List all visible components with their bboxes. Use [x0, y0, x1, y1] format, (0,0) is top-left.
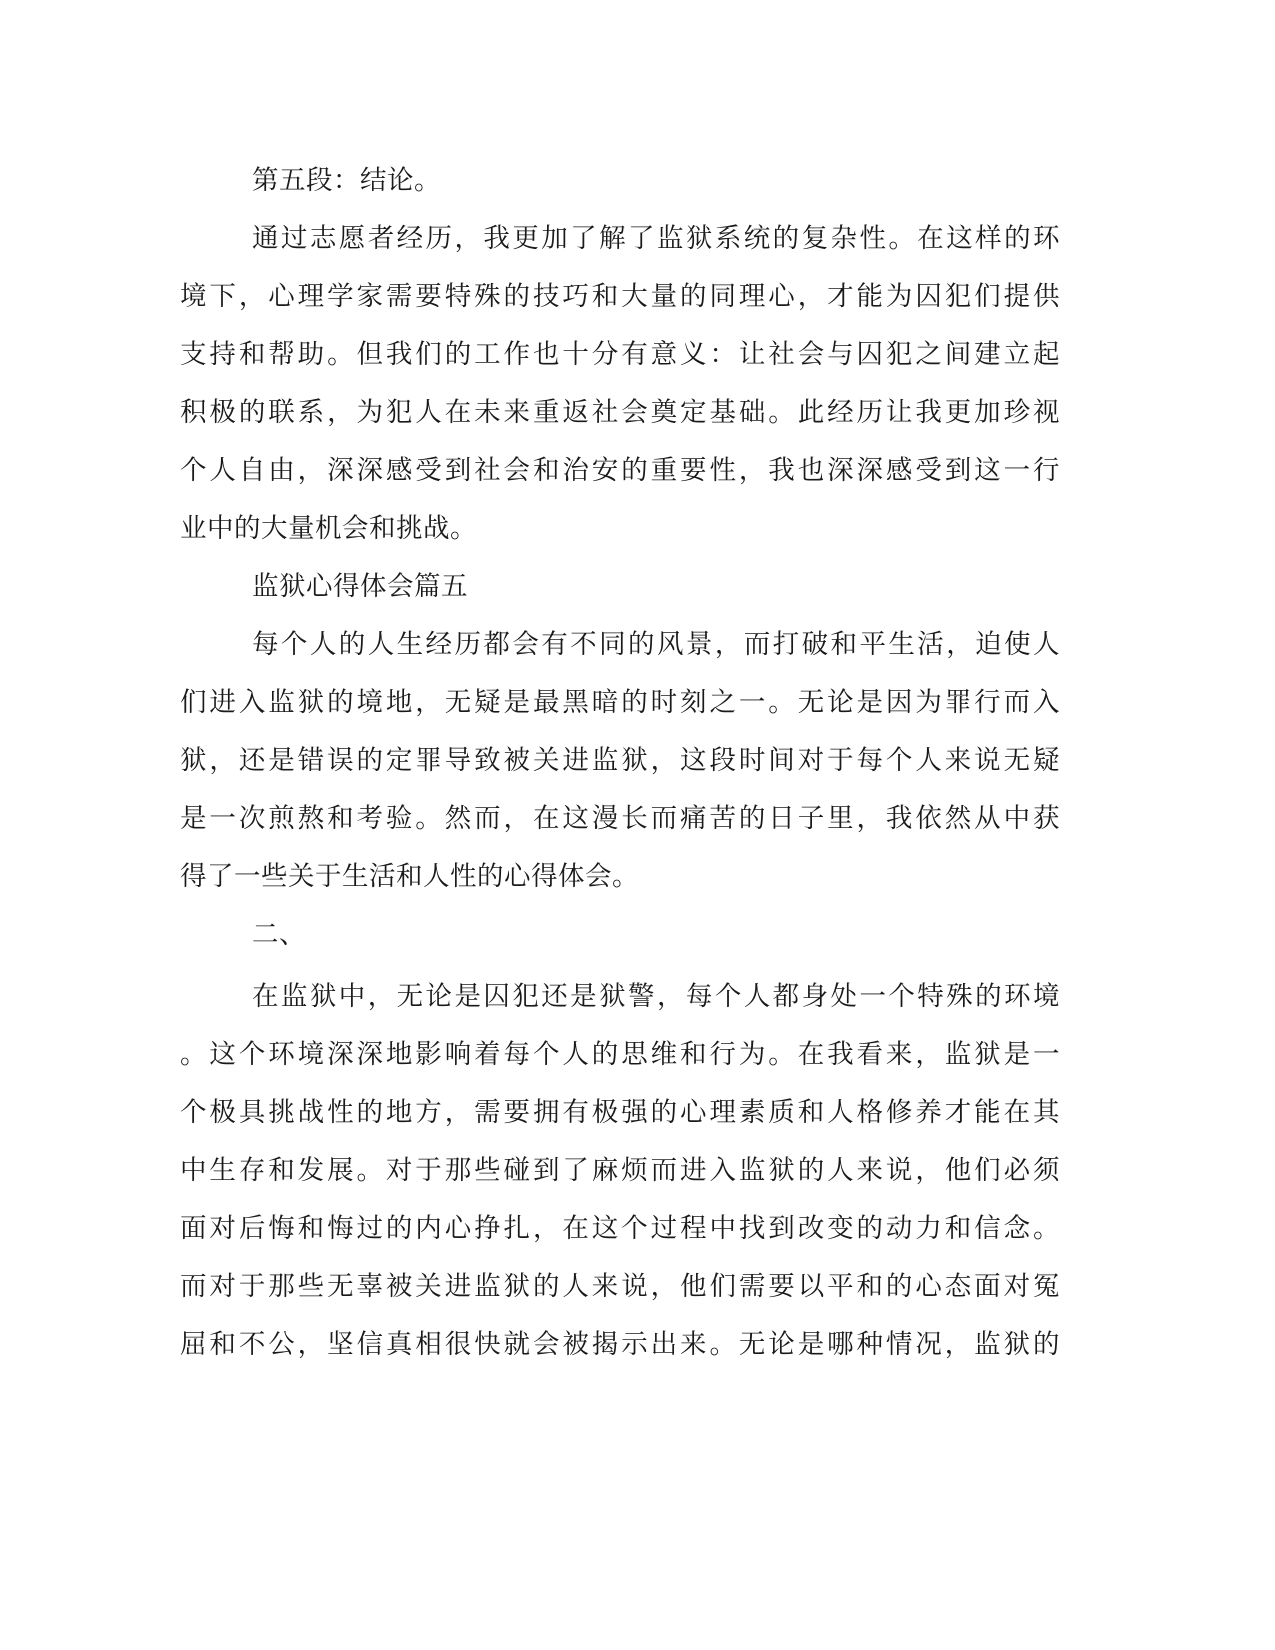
paragraph-line: 支持和帮助。但我们的工作也十分有意义：让社会与囚犯之间建立起 — [180, 339, 1060, 370]
paragraph-line: 狱，还是错误的定罪导致被关进监狱，这段时间对于每个人来说无疑 — [180, 745, 1060, 776]
paragraph-line: 面对后悔和悔过的内心挣扎，在这个过程中找到改变的动力和信念。 — [180, 1213, 1060, 1244]
paragraph-line: 境下，心理学家需要特殊的技巧和大量的同理心，才能为囚犯们提供 — [180, 281, 1060, 312]
paragraph-line: 积极的联系，为犯人在未来重返社会奠定基础。此经历让我更加珍视 — [180, 397, 1060, 428]
paragraph-line: 业中的大量机会和挑战。 — [180, 513, 477, 544]
section-heading-part-five: 监狱心得体会篇五 — [252, 571, 468, 602]
paragraph-line: 在监狱中，无论是囚犯还是狱警，每个人都身处一个特殊的环境 — [252, 981, 1060, 1012]
paragraph-line: 是一次煎熬和考验。然而，在这漫长而痛苦的日子里，我依然从中获 — [180, 803, 1060, 834]
paragraph-line: 得了一些关于生活和人性的心得体会。 — [180, 861, 639, 892]
paragraph-line: 个人自由，深深感受到社会和治安的重要性，我也深深感受到这一行 — [180, 455, 1060, 486]
paragraph-line: 中生存和发展。对于那些碰到了麻烦而进入监狱的人来说，他们必须 — [180, 1155, 1060, 1186]
paragraph-line: 而对于那些无辜被关进监狱的人来说，他们需要以平和的心态面对冤 — [180, 1271, 1060, 1302]
section-heading-two: 二、 — [252, 919, 306, 950]
paragraph-line: 通过志愿者经历，我更加了解了监狱系统的复杂性。在这样的环 — [252, 223, 1060, 254]
paragraph-line: 每个人的人生经历都会有不同的风景，而打破和平生活，迫使人 — [252, 629, 1060, 660]
paragraph-line: 个极具挑战性的地方，需要拥有极强的心理素质和人格修养才能在其 — [180, 1097, 1060, 1128]
paragraph-line: 。这个环境深深地影响着每个人的思维和行为。在我看来，监狱是一 — [180, 1039, 1060, 1070]
paragraph-line: 屈和不公，坚信真相很快就会被揭示出来。无论是哪种情况，监狱的 — [180, 1329, 1060, 1360]
paragraph-line: 们进入监狱的境地，无疑是最黑暗的时刻之一。无论是因为罪行而入 — [180, 687, 1060, 718]
section-heading-conclusion: 第五段：结论。 — [252, 165, 441, 196]
